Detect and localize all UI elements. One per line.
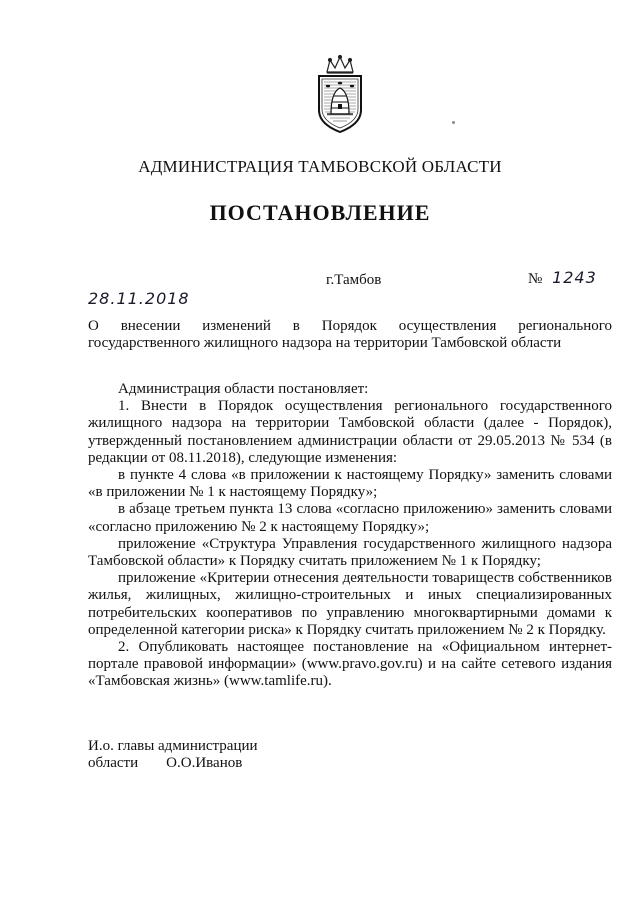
coat-of-arms-icon (297, 52, 383, 138)
signatory-line (88, 755, 258, 772)
scan-speck (452, 121, 455, 124)
paragraph: в абзаце третьем пункта 13 слова «согласно приложению» заменить словами «согласно приложению № 2 к настоящему Порядку»; (88, 501, 612, 535)
signature-block (88, 738, 258, 772)
paragraph: 1. Внести в Порядок осуществления регионального государственного жилищного надзора на территории Тамбовской области (далее - Порядок), утвержденный постановлением администрации области от 29.05.2013 № 534 (в редакции от 08.11.2018), следующие изменения: (88, 398, 612, 466)
paragraph: в пункте 4 слова «в приложении к настоящему Порядку» заменить словами «в приложении № 1 к настоящему Порядку»; (88, 467, 612, 501)
handwritten-number: 1243 (552, 268, 597, 287)
paragraph: приложение «Критерии отнесения деятельности товариществ собственников жилья, жилищных, жилищно-строительных и иных специализированных потребительских кооперативов по управлению многоквартирными домами к определенной категории риска» к Порядку считать приложением № 2 к Порядку. (88, 570, 612, 638)
number-sign: № (528, 271, 543, 287)
handwritten-date: 28.11.2018 (88, 289, 190, 308)
city-label: г.Тамбов (326, 272, 382, 288)
signatory-title: И.о. главы администрации (88, 738, 258, 754)
organization-name: АДМИНИСТРАЦИЯ ТАМБОВСКОЙ ОБЛАСТИ (138, 157, 502, 176)
signatory-name: О.О.Иванов (166, 755, 243, 771)
document-title: ПОСТАНОВЛЕНИЕ (209, 200, 431, 225)
document-body (88, 381, 612, 691)
document-subject: О внесении изменений в Порядок осуществления регионального государственного жилищного надзора на территории Тамбовской области (88, 318, 612, 351)
intro-paragraph: Администрация области постановляет: (118, 381, 369, 397)
paragraph: 2. Опубликовать настоящее постановление на «Официальном интернет-портале правовой информации» (www.pravo.gov.ru) и на сайте сетевого издания «Тамбовская жизнь» (www.tamlife.ru). (88, 639, 612, 690)
paragraph: приложение «Структура Управления государственного жилищного надзора Тамбовской области» к Порядку считать приложением № 1 к Порядку; (88, 535, 612, 570)
signatory-region: области (88, 755, 139, 771)
document-number (528, 268, 597, 288)
